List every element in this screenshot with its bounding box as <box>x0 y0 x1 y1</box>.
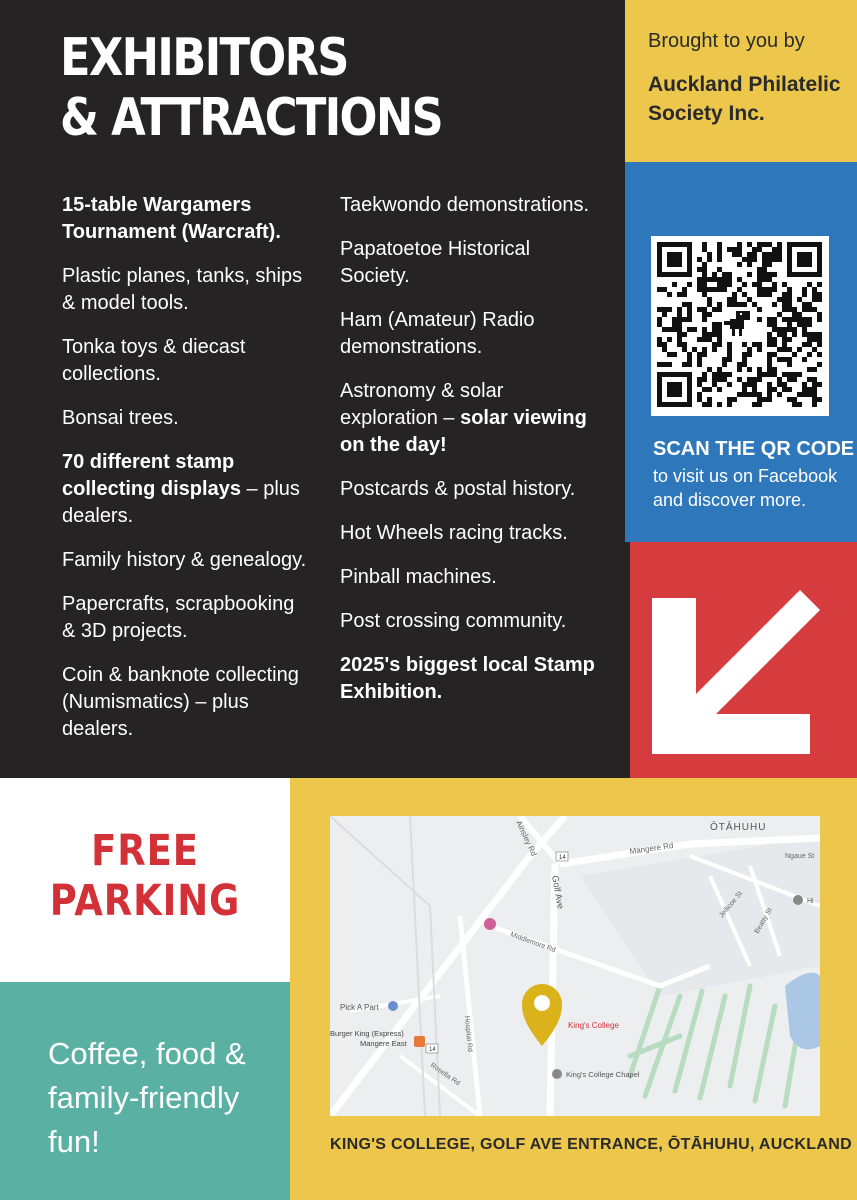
attractions-column-right <box>340 192 600 723</box>
map-label-beatty: Beatty St <box>753 906 774 935</box>
map-label-hi: Hi <box>807 898 814 905</box>
parking-line-2: PARKING <box>49 876 241 926</box>
location-map[interactable] <box>330 816 820 1116</box>
attraction-item <box>340 520 600 547</box>
route-shield-label: 14 <box>429 1047 436 1053</box>
attraction-text: Pinball machines. <box>340 566 497 588</box>
attraction-text: Coin & banknote collecting (Numismatics) – plus dealers. <box>62 664 299 740</box>
map-canvas <box>330 816 820 1116</box>
attraction-text: Taekwondo demonstrations. <box>340 194 590 216</box>
attraction-item <box>62 449 312 530</box>
route-shield-label: 14 <box>559 855 566 861</box>
attraction-text: Post crossing community. <box>340 610 567 632</box>
chapel-poi-icon <box>552 1069 562 1079</box>
attraction-item <box>340 564 600 591</box>
page-title <box>60 28 442 148</box>
map-label-burger-2: Mangere East <box>360 1039 407 1048</box>
map-label-middlemore: Middlemore Rd <box>509 931 557 955</box>
brought-by-text: Brought to you by <box>648 30 805 52</box>
attraction-text: Papatoetoe Historical Society. <box>340 238 531 287</box>
map-label-burger-1: Burger King (Express) <box>330 1029 404 1038</box>
attraction-text-bold: 2025's biggest local Stamp Exhibition. <box>340 654 595 703</box>
qr-panel <box>625 162 857 542</box>
map-label-mangere: Mangere Rd <box>629 840 674 856</box>
hospital-poi-icon <box>484 918 496 930</box>
parking-line-1: FREE <box>91 826 199 876</box>
map-label-hospital: Hospital Rd <box>463 1015 474 1053</box>
attraction-text: Family history & genealogy. <box>62 549 307 571</box>
address-text: KING'S COLLEGE, GOLF AVE ENTRANCE, ŌTĀHUHU, AUCKLAND <box>330 1136 852 1153</box>
sponsor-panel <box>625 0 857 162</box>
attraction-text: – plus dealers. <box>62 478 300 527</box>
attraction-item <box>340 236 600 290</box>
shop-poi-icon <box>388 1001 398 1011</box>
location-panel <box>290 778 857 1200</box>
attraction-text: Bonsai trees. <box>62 407 179 429</box>
scan-label: SCAN THE QR CODE <box>653 438 855 460</box>
exhibitors-panel <box>0 0 630 778</box>
parking-panel <box>0 778 290 982</box>
attraction-text: Papercrafts, scrapbooking & 3D projects. <box>62 593 295 642</box>
attraction-item <box>340 378 600 459</box>
map-label-suburb: ŌTĀHUHU <box>710 822 767 833</box>
poi-icon <box>793 895 803 905</box>
map-label-ngaue: Ngaue St <box>785 853 815 860</box>
sponsor-name: Auckland Philatelic Society Inc. <box>648 73 841 125</box>
map-label-pickapart: Pick A Part <box>340 1003 379 1012</box>
attraction-item <box>340 192 600 219</box>
attraction-item <box>340 608 600 635</box>
arrow-panel <box>630 542 857 778</box>
attraction-item <box>340 307 600 361</box>
map-label-kings-college: King's College <box>568 1021 619 1030</box>
attraction-text: Hot Wheels racing tracks. <box>340 522 568 544</box>
map-label-ainsley: Ainsley Rd <box>514 819 539 858</box>
restaurant-poi-icon <box>414 1036 425 1047</box>
attraction-text: Astronomy & solar exploration – <box>340 380 504 429</box>
map-label-chapel: King's College Chapel <box>566 1070 640 1079</box>
attraction-text: Postcards & postal history. <box>340 478 576 500</box>
attraction-text-bold: 15-table Wargamers Tournament (Warcraft). <box>62 194 281 243</box>
free-parking-heading <box>20 826 269 926</box>
title-line-2: & ATTRACTIONS <box>60 88 443 148</box>
map-label-golf: Golf Ave <box>550 874 566 910</box>
qr-code[interactable] <box>651 236 829 416</box>
map-label-rosella: Rosella Rd <box>428 1061 461 1088</box>
attraction-item <box>340 652 600 706</box>
food-text: Coffee, food & family-friendly fun! <box>48 1036 246 1159</box>
attraction-text: Plastic planes, tanks, ships & model tools. <box>62 265 303 314</box>
attraction-item <box>340 476 600 503</box>
arrow-down-left-icon <box>652 570 827 760</box>
attraction-item <box>62 405 312 432</box>
attraction-text: Ham (Amateur) Radio demonstrations. <box>340 309 535 358</box>
attraction-item <box>62 263 312 317</box>
qr-code-dinosaur-icon <box>651 236 829 416</box>
map-label-jellicoe: Jellicoe St <box>718 890 745 920</box>
attraction-item <box>62 662 312 743</box>
attractions-column-left <box>62 192 312 760</box>
attraction-text-bold: 70 different stamp collecting displays <box>62 451 241 500</box>
food-panel <box>0 982 290 1200</box>
title-line-1: EXHIBITORS <box>60 28 348 88</box>
attraction-item <box>62 591 312 645</box>
attraction-item <box>62 334 312 388</box>
scan-text: to visit us on Facebook and discover more. <box>653 466 838 510</box>
attraction-item <box>62 547 312 574</box>
attraction-item <box>62 192 312 246</box>
attraction-text-bold: solar viewing on the day! <box>340 407 587 456</box>
attraction-text: Tonka toys & diecast collections. <box>62 336 246 385</box>
